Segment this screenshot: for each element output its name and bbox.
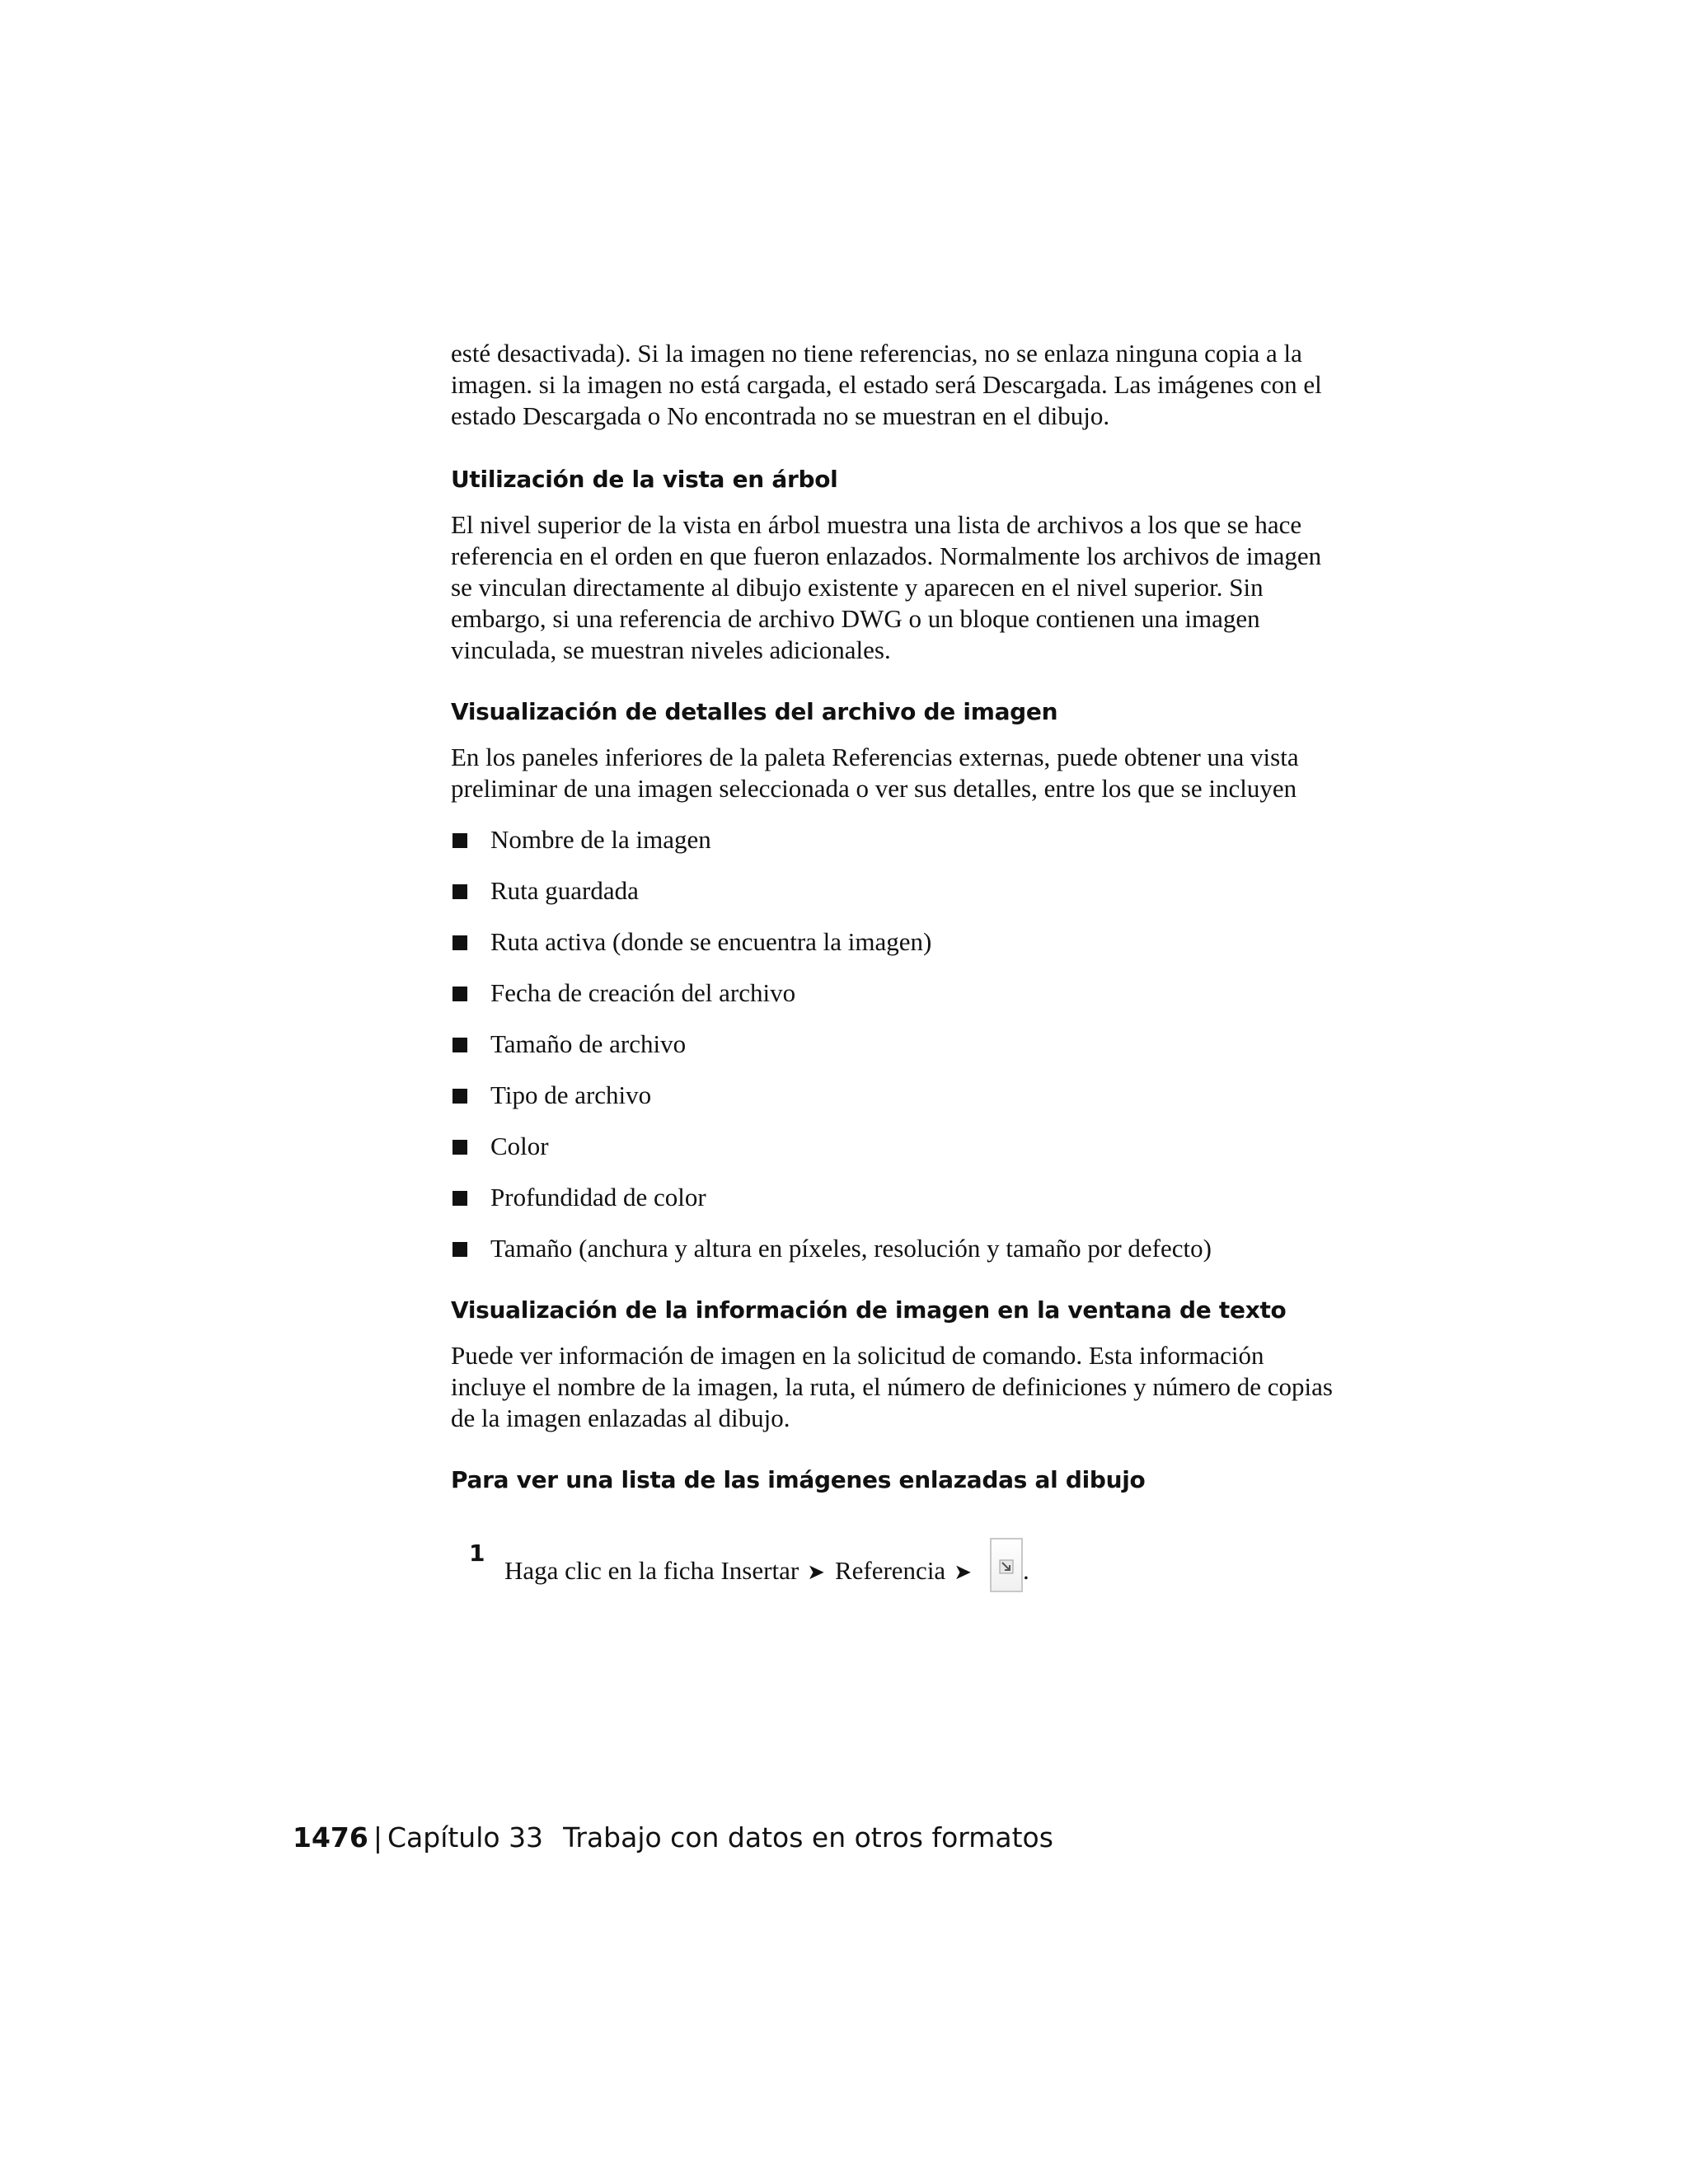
list-item: Color	[451, 1131, 1341, 1162]
bullet-square-icon	[452, 935, 467, 950]
bullet-square-icon	[452, 1140, 467, 1155]
procedure-step	[451, 1515, 1341, 1585]
bullet-square-icon	[452, 1038, 467, 1052]
chapter-label: Capítulo 33	[387, 1821, 544, 1854]
list-item: Profundidad de color	[451, 1182, 1341, 1213]
list-item: Fecha de creación del archivo	[451, 977, 1341, 1009]
bullet-square-icon	[452, 1089, 467, 1104]
chapter-title: Trabajo con datos en otros formatos	[563, 1821, 1053, 1854]
section-body-image-details: En los paneles inferiores de la paleta Referencias externas, puede obtener una vista preliminar de una imagen seleccionada o ver sus detalles, entre los que se incluyen	[451, 743, 1299, 803]
intro-paragraph: esté desactivada). Si la imagen no tiene referencias, no se enlaza ninguna copia a la imagen. si la imagen no está cargada, el estado será Descargada. Las imágenes con el estado Descargada o No encontrada no se muestran en el dibujo.	[451, 339, 1322, 430]
section-body-tree-view: El nivel superior de la vista en árbol muestra una lista de archivos a los que se hace referencia en el orden en que fueron enlazados. Normalmente los archivos de imagen se vinculan directamente al dibujo existente y aparecen en el nivel superior. Sin embargo, si una referencia de archivo DWG o un bloque contienen una imagen vinculada, se muestran niveles adicionales.	[451, 510, 1322, 664]
bullet-square-icon	[452, 1242, 467, 1257]
procedure-heading: Para ver una lista de las imágenes enlazadas al dibujo	[451, 1466, 1146, 1493]
step-trailing-period: .	[1022, 1556, 1029, 1585]
list-item: Tipo de archivo	[451, 1080, 1341, 1111]
step-instruction: Haga clic en la ficha Insertar	[504, 1556, 799, 1585]
arrow-icon: ➤	[954, 1560, 972, 1584]
panel-dialog-launcher-icon[interactable]	[990, 1538, 1023, 1592]
step-number: 1	[469, 1540, 485, 1567]
page-content	[451, 338, 1341, 1585]
arrow-icon: ➤	[807, 1560, 825, 1584]
details-bullet-list	[451, 824, 1341, 1264]
bullet-square-icon	[452, 1191, 467, 1206]
step-text	[504, 1538, 1029, 1592]
section-heading-image-details: Visualización de detalles del archivo de imagen	[451, 698, 1058, 725]
list-item: Tamaño (anchura y altura en píxeles, resolución y tamaño por defecto)	[451, 1233, 1341, 1264]
list-item: Nombre de la imagen	[451, 824, 1341, 855]
bullet-square-icon	[452, 833, 467, 848]
step-reference-label: Referencia	[834, 1556, 946, 1585]
footer-separator: |	[373, 1821, 382, 1854]
page-footer	[293, 1820, 1053, 1856]
list-item: Ruta guardada	[451, 875, 1341, 907]
bullet-square-icon	[452, 987, 467, 1001]
list-item: Tamaño de archivo	[451, 1029, 1341, 1060]
section-body-text-window: Puede ver información de imagen en la solicitud de comando. Esta información incluye el nombre de la imagen, la ruta, el número de definiciones y número de copias de la imagen enlazadas al dibujo.	[451, 1341, 1333, 1432]
page-number: 1476	[293, 1821, 368, 1854]
list-item: Ruta activa (donde se encuentra la imagen)	[451, 926, 1341, 958]
section-heading-tree-view: Utilización de la vista en árbol	[451, 466, 838, 493]
section-heading-text-window: Visualización de la información de imagen en la ventana de texto	[451, 1296, 1287, 1324]
bullet-square-icon	[452, 884, 467, 899]
